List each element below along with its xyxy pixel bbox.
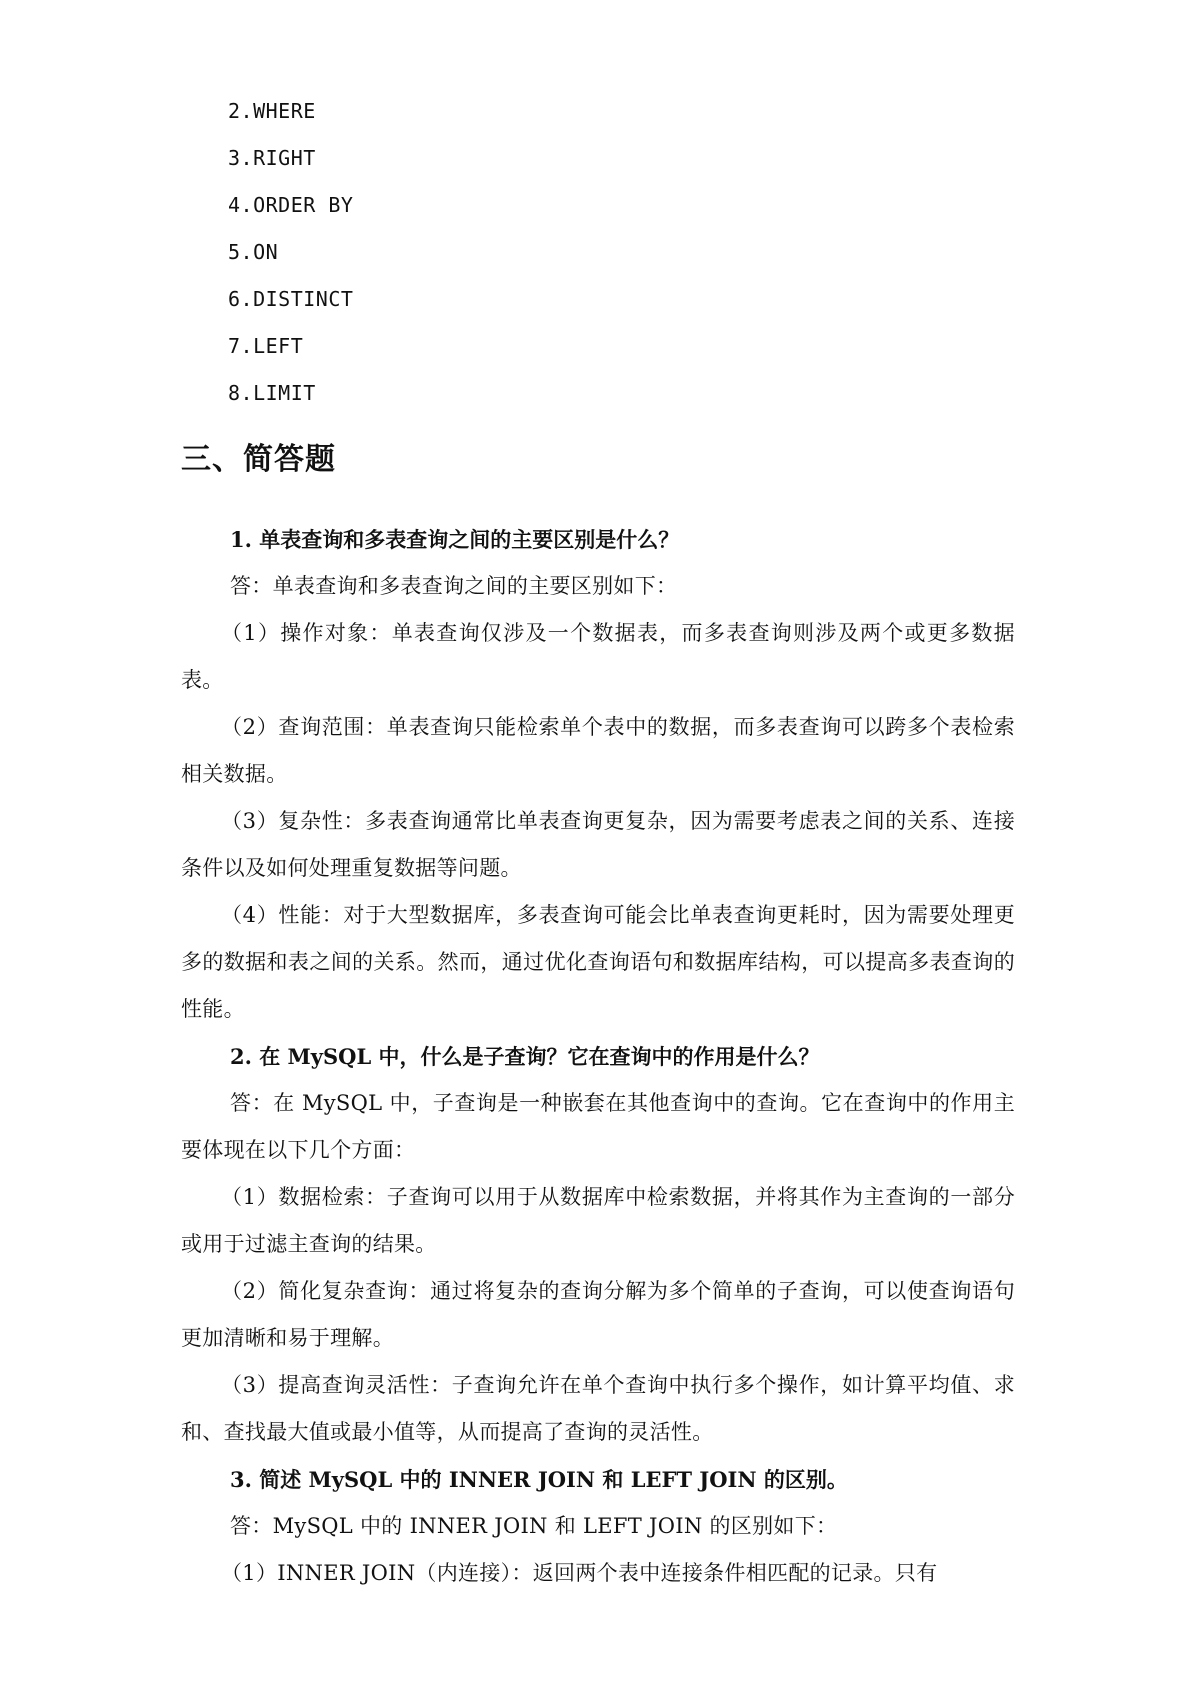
section-title: 三、简答题 (181, 442, 336, 477)
answer-point: （2）简化复杂查询：通过将复杂的查询分解为多个简单的子查询，可以使查询语句更加清晰和易于理解。 (181, 1279, 1015, 1350)
answer-item: 8.LIMIT (228, 381, 316, 405)
answer-item: 6.DISTINCT (228, 287, 354, 311)
answer-intro: 答：在 MySQL 中，子查询是一种嵌套在其他查询中的查询。它在查询中的作用主要体现在以下几个方面： (181, 1091, 1015, 1162)
question-heading: 1. 单表查询和多表查询之间的主要区别是什么？ (230, 527, 680, 552)
answer-item: 5.ON (228, 240, 279, 264)
answer-item: 2.WHERE (228, 99, 316, 123)
question-heading: 2. 在 MySQL 中，什么是子查询？它在查询中的作用是什么？ (230, 1044, 820, 1069)
answer-intro: 答：MySQL 中的 INNER JOIN 和 LEFT JOIN 的区别如下： (230, 1514, 838, 1538)
answer-point: （1）操作对象：单表查询仅涉及一个数据表，而多表查询则涉及两个或更多数据表。 (181, 621, 1015, 692)
question-heading: 3. 简述 MySQL 中的 INNER JOIN 和 LEFT JOIN 的区别。 (230, 1467, 848, 1492)
answer-item: 3.RIGHT (228, 146, 316, 170)
short-answer-content (181, 516, 1015, 1597)
fill-blank-answer-list (228, 96, 353, 425)
answer-point: （1）数据检索：子查询可以用于从数据库中检索数据，并将其作为主查询的一部分或用于过滤主查询的结果。 (181, 1185, 1015, 1256)
answer-item: 4.ORDER BY (228, 193, 354, 217)
answer-intro: 答：单表查询和多表查询之间的主要区别如下： (230, 574, 678, 598)
answer-point: （3）提高查询灵活性：子查询允许在单个查询中执行多个操作，如计算平均值、求和、查找最大值或最小值等，从而提高了查询的灵活性。 (181, 1373, 1015, 1444)
answer-point: （1）INNER JOIN（内连接）：返回两个表中连接条件相匹配的记录。只有 (221, 1561, 938, 1585)
answer-point: （3）复杂性：多表查询通常比单表查询更复杂，因为需要考虑表之间的关系、连接条件以及如何处理重复数据等问题。 (181, 809, 1015, 880)
answer-item: 7.LEFT (228, 334, 304, 358)
answer-point: （4）性能：对于大型数据库，多表查询可能会比单表查询更耗时，因为需要处理更多的数据和表之间的关系。然而，通过优化查询语句和数据库结构，可以提高多表查询的性能。 (181, 903, 1015, 1021)
answer-point: （2）查询范围：单表查询只能检索单个表中的数据，而多表查询可以跨多个表检索相关数据。 (181, 715, 1015, 786)
